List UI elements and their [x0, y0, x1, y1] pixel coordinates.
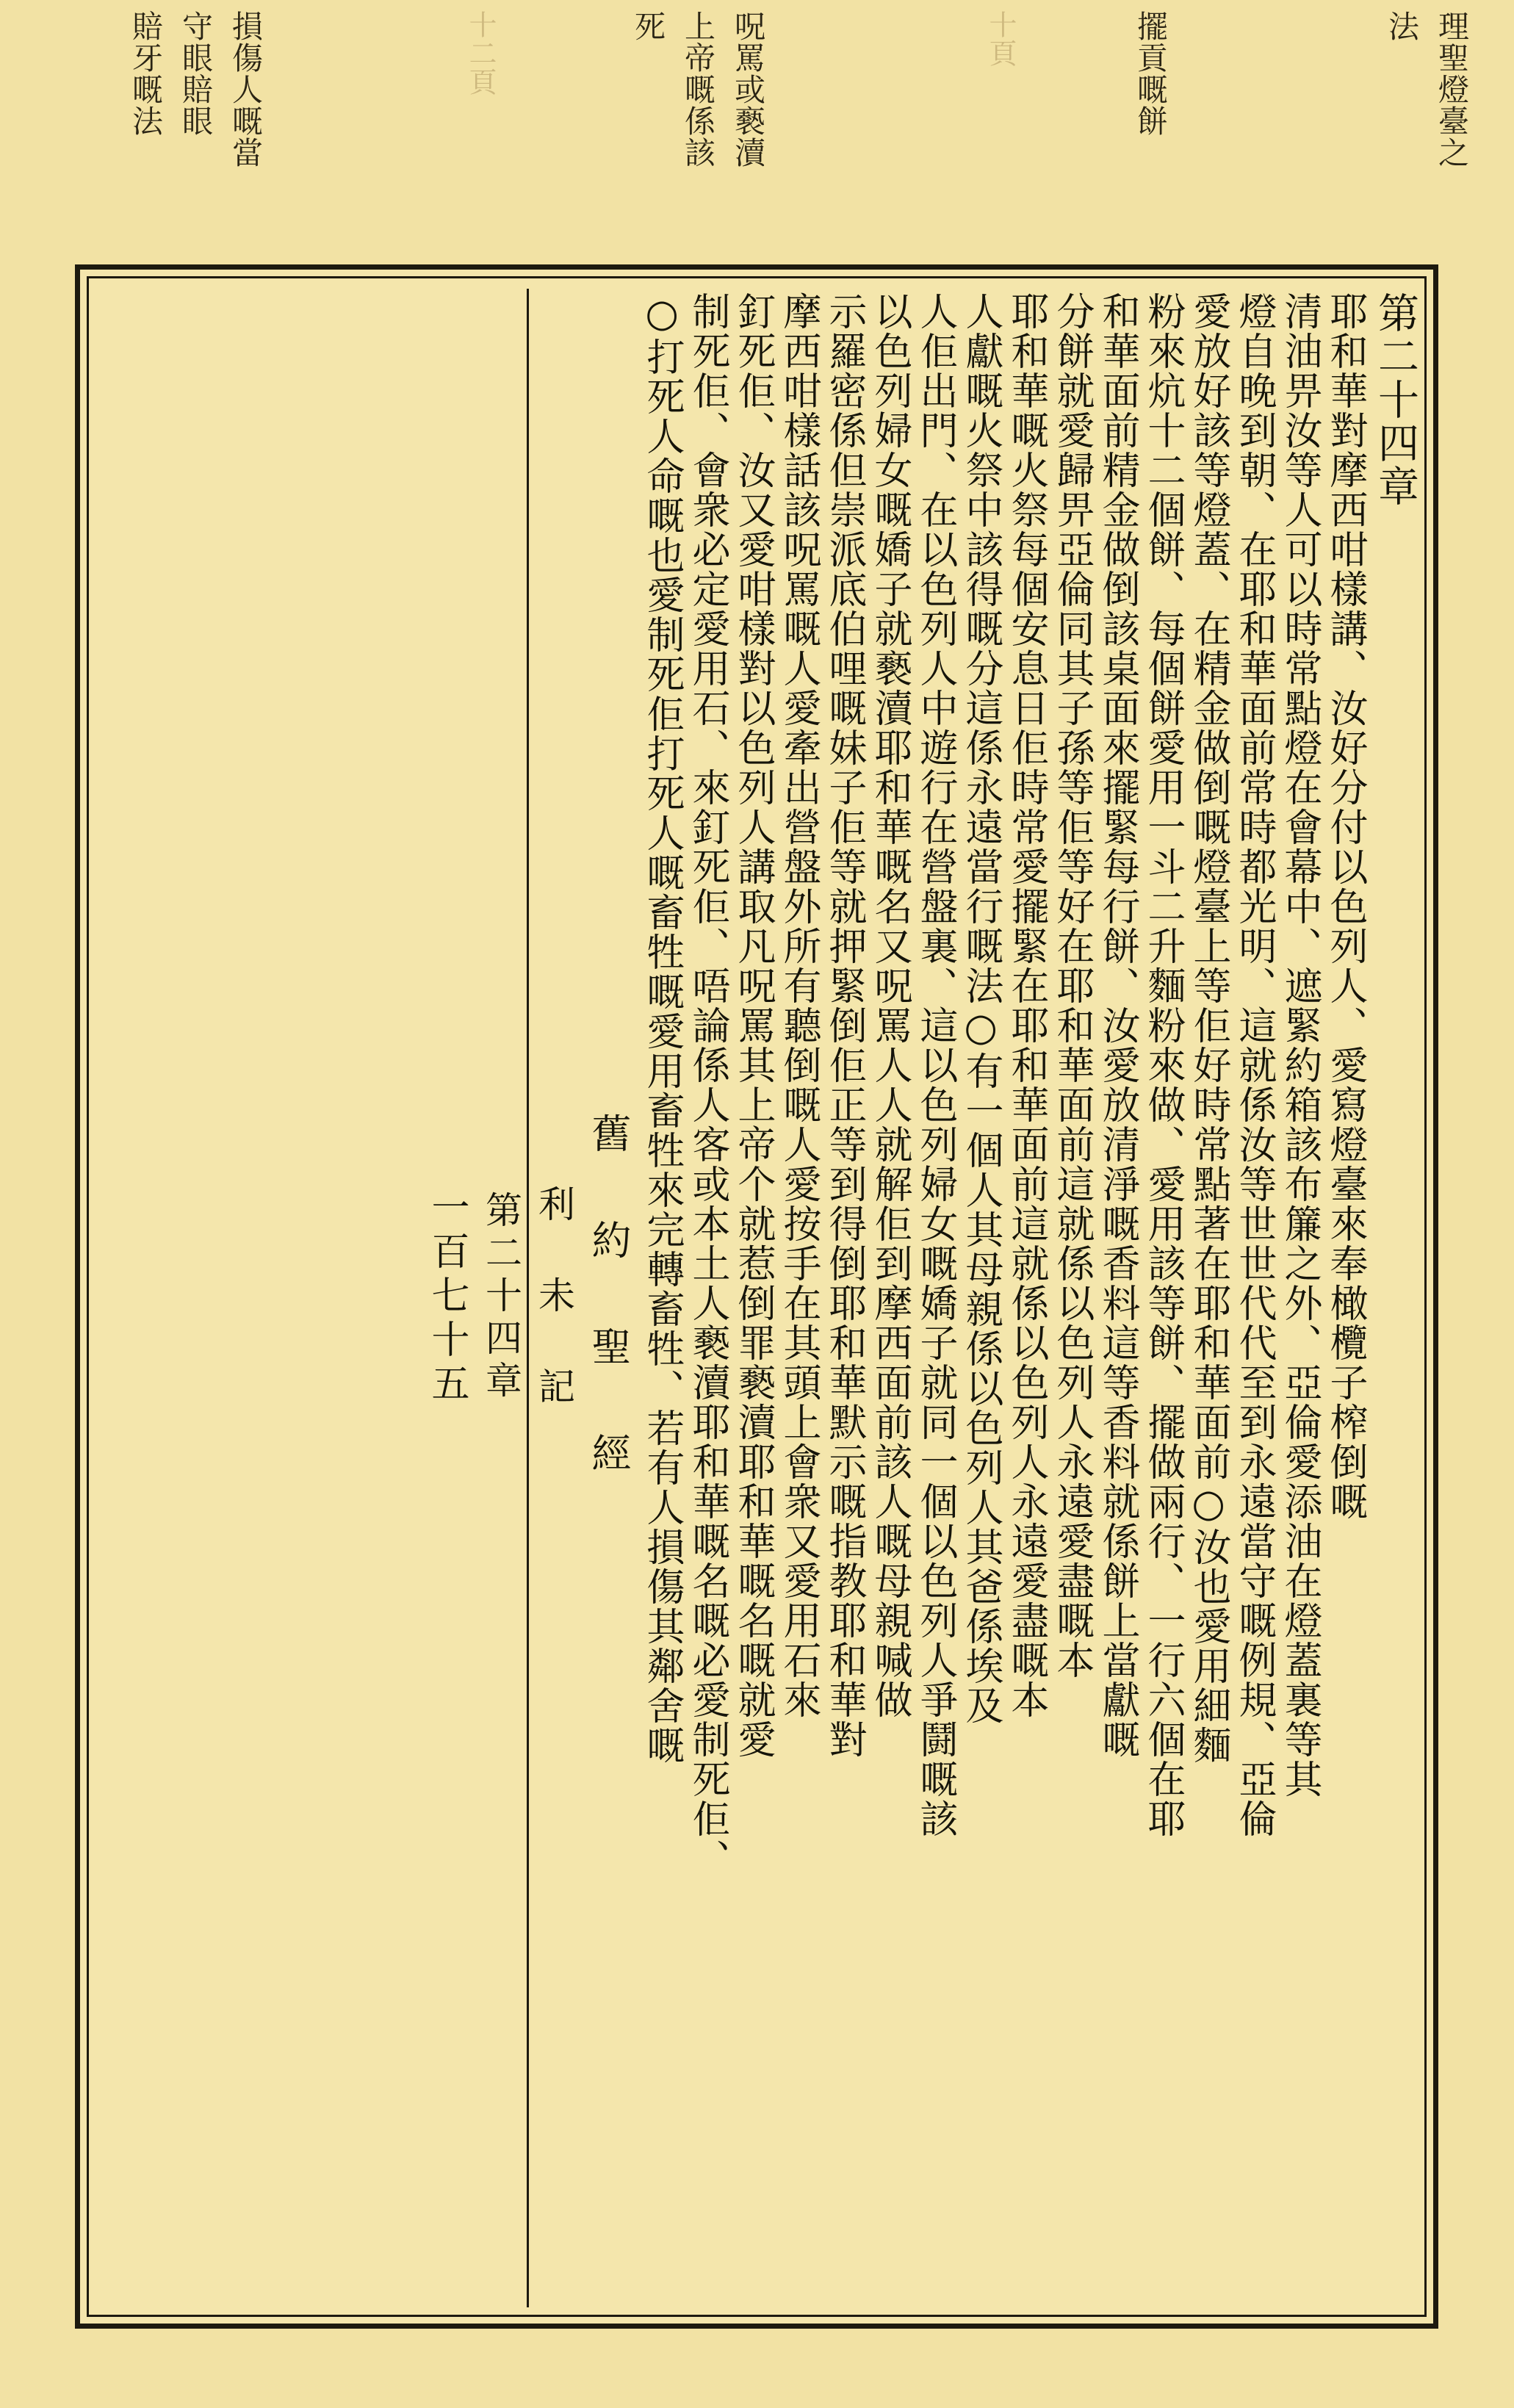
page-text-area — [87, 276, 1427, 2317]
margin-note-5: 上帝嘅係該 — [680, 10, 716, 168]
margin-note-7: 十二頁 — [464, 10, 497, 96]
text-column-11: 以色列婦女嘅嬌子就褻瀆耶和華嘅名又呪罵人人就解佢到摩西面前該人嘅母親喊做 — [868, 292, 912, 1720]
text-column-16: ○打死人命嘅也愛制死佢打死人嘅畜牲嘅愛用畜牲來完轉畜牲、若有人損傷其鄰舍嘅 — [640, 292, 684, 1765]
text-column-4: 愛放好該等燈蓋、在精金做倒嘅燈臺上等佢好時常點著在耶和華面前○汝也愛用細麵 — [1186, 292, 1230, 1765]
text-column-14: 釘死佢、汝又愛咁樣對以色列人講取凡呪罵其上帝个就惹倒罪褻瀆耶和華嘅名嘅就愛 — [731, 292, 775, 1759]
text-column-6: 和華面前精金做倒該桌面來擺緊每行餅、汝愛放清淨嘅香料這等香料就係餅上當獻嘅 — [1095, 292, 1139, 1759]
text-column-7: 分餅就愛歸畀亞倫同其子孫等佢等好在耶和華面前這就係以色列人永遠愛盡嘅本 — [1050, 292, 1094, 1680]
text-column-5: 粉來炕十二個餅、每個餅愛用一斗二升麵粉來做、愛用該等餅、擺做兩行、一行六個在耶 — [1141, 292, 1185, 1839]
margin-note-6: 死 — [630, 10, 666, 42]
chapter-heading: 第二十四章 — [1371, 292, 1419, 508]
running-title-chapter: 第二十四章 — [480, 1191, 522, 1404]
text-column-12: 示羅密係但崇派底伯哩嘅妹子佢等就押緊倒佢正等到得倒耶和華默示嘅指教耶和華對 — [822, 292, 866, 1759]
margin-note-9: 守眼賠眼 — [178, 10, 214, 137]
text-column-3: 燈自晚到朝、在耶和華面前常時都光明、這就係汝等世世代代至到永遠當守嘅例規、亞倫 — [1232, 292, 1276, 1839]
text-column-1: 耶和華對摩西咁樣講、汝好分付以色列人、愛寫燈臺來奉橄欖子榨倒嘅 — [1323, 292, 1367, 1521]
running-title-panel — [425, 289, 637, 2307]
page-number: 一百七十五 — [425, 1187, 469, 1407]
page-border-frame — [75, 264, 1438, 2329]
margin-note-0: 理聖燈臺之 — [1434, 10, 1470, 168]
margin-note-10: 賠牙嘅法 — [128, 10, 164, 137]
margin-note-3: 十頁 — [984, 10, 1017, 68]
text-column-15: 制死佢、會衆必定愛用石、來釘死佢、唔論係人客或本土人褻瀆耶和華嘅名嘅必愛制死佢、 — [685, 292, 729, 1878]
margin-note-2: 擺貢嘅餅 — [1133, 10, 1169, 137]
text-column-9: 人獻嘅火祭中該得嘅分這係永遠當行嘅法○有一個人其母親係以色列人其爸係埃及 — [959, 292, 1003, 1726]
text-column-2: 清油畀汝等人可以時常點燈在會幕中、遮緊約箱該布簾之外、亞倫愛添油在燈蓋裏等其 — [1277, 292, 1322, 1799]
margin-annotations — [0, 0, 1514, 264]
margin-note-1: 法 — [1384, 10, 1420, 42]
running-title-book: 利 未 記 — [533, 1185, 575, 1410]
text-column-10: 人佢出門、在以色列人中遊行在營盤裏、這以色列婦女嘅嬌子就同一個以色列人爭鬪嘅該 — [913, 292, 957, 1839]
running-title-text: 舊 約 聖 經 — [585, 1112, 632, 1482]
margin-note-4: 呪罵或褻瀆 — [730, 10, 766, 168]
text-column-8: 耶和華嘅火祭每個安息日佢時常愛擺緊在耶和華面前這就係以色列人永遠愛盡嘅本 — [1004, 292, 1048, 1720]
margin-note-8: 損傷人嘅當 — [228, 10, 264, 168]
text-column-13: 摩西咁樣話該呪罵嘅人愛牽出營盤外所有聽倒嘅人愛按手在其頭上會衆又愛用石來 — [776, 292, 821, 1720]
